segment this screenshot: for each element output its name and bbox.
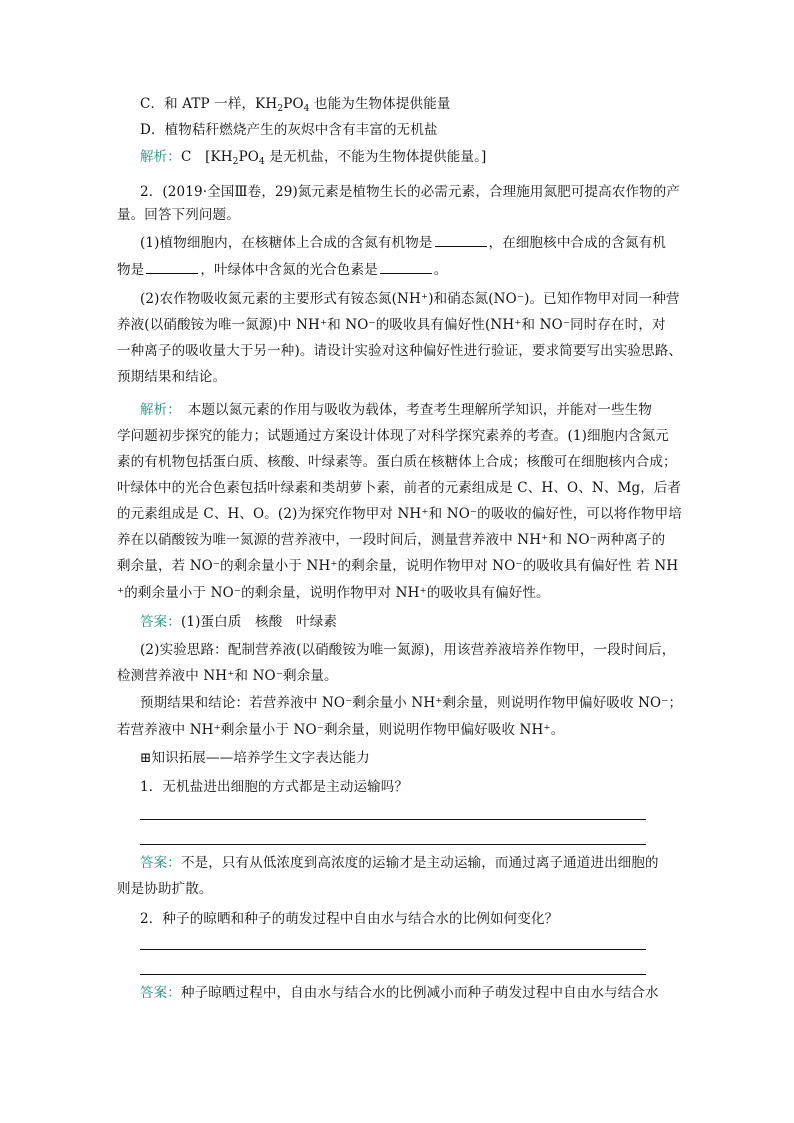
- extension-answer-1-l2: 则是协助扩散。: [117, 881, 213, 897]
- answer-label: 答案：: [140, 855, 181, 871]
- question-2-part-2-l4: 预期结果和结论。: [117, 369, 227, 385]
- answer-blank[interactable]: [435, 232, 487, 247]
- question-2-part-2-l1: (2)农作物吸收氮元素的主要形式有铵态氮(NH⁺)和硝态氮(NO⁻)。已知作物甲对同一种营: [140, 291, 680, 307]
- answer-blank[interactable]: [146, 259, 198, 274]
- answer-label: 答案：: [140, 985, 181, 1001]
- question-2-part-2-l2: 养液(以硝酸铵为唯一氮源)中 NH⁺和 NO⁻的吸收具有偏好性(NH⁺和 NO⁻同时存在时，对: [117, 317, 666, 333]
- answer-line[interactable]: [140, 949, 646, 950]
- question-2-line-2: 量。回答下列问题。: [117, 207, 240, 223]
- answer-line[interactable]: [140, 844, 646, 845]
- analysis-2-l7: 剩余量，若 NO⁻的剩余量小于 NH⁺的剩余量，说明作物甲对 NO⁻的吸收具有偏好性 若 NH: [117, 558, 679, 574]
- analysis-2-l5: 的元素组成是 C、H、O。(2)为探究作物甲对 NH⁺和 NO⁻的吸收的偏好性，可以将作物甲培: [117, 506, 682, 522]
- answer-line[interactable]: [140, 974, 646, 975]
- extension-question-1: 1．无机盐进出细胞的方式都是主动运输吗？: [140, 779, 409, 795]
- analysis-2-l6: 养在以硝酸铵为唯一氮源的营养液中，一段时间后，测量营养液中 NH⁺和 NO⁻两种离子的: [117, 532, 666, 548]
- question-2-line-1: 2．(2019·全国Ⅲ卷，29)氮元素是植物生长的必需元素，合理施用氮肥可提高农作物的产: [140, 184, 681, 200]
- answer-line[interactable]: [140, 819, 646, 820]
- analysis-2-l4: 叶绿体中的光合色素包括叶绿素和类胡萝卜素，前者的元素组成是 C、H、O、N、Mg，后者: [117, 480, 682, 496]
- analysis-label: 解析：: [140, 402, 175, 418]
- answer-2-p3-l2: 若营养液中 NH⁺剩余量小于 NO⁻剩余量，则说明作物甲偏好吸收 NH⁺。: [117, 722, 565, 738]
- extension-question-2: 2．种子的晾晒和种子的萌发过程中自由水与结合水的比例如何变化？: [140, 911, 559, 927]
- answer-2-p2-l2: 检测营养液中 NH⁺和 NO⁻剩余量。: [117, 668, 338, 684]
- analysis-2-l3: 素的有机物包括蛋白质、核酸、叶绿素等。蛋白质在核糖体上合成；核酸可在细胞核内合成；: [117, 454, 677, 470]
- analysis-2-l1: 解析： 本题以氮元素的作用与吸收为载体，考查考生理解所学知识，并能对一些生物: [140, 402, 652, 418]
- answer-2-p3-l1: 预期结果和结论：若营养液中 NO⁻剩余量小 NH⁺剩余量，则说明作物甲偏好吸收 NO⁻；: [140, 695, 683, 711]
- answer-2-p1: 答案：(1)蛋白质 核酸 叶绿素: [140, 614, 338, 630]
- answer-blank[interactable]: [380, 259, 432, 274]
- option-d: D．植物秸秆燃烧产生的灰烬中含有丰富的无机盐: [140, 122, 438, 138]
- question-2-part-1: (1)植物细胞内，在核糖体上合成的含氮有机物是 ，在细胞核中合成的含氮有机: [140, 232, 684, 253]
- analysis-1: 解析：C [$KH_2PO_4$ 是无机盐，不能为生物体提供能量。]: [140, 149, 487, 167]
- question-2-part-2-l3: 一种离子的吸收量大于另一种)。请设计实验对这种偏好性进行验证，要求简要写出实验思路、: [117, 343, 683, 359]
- extension-answer-2-l1: 答案：种子晾晒过程中，自由水与结合水的比例减小而种子萌发过程中自由水与结合水: [140, 985, 659, 1001]
- answer-label: 答案：: [140, 614, 181, 630]
- extension-heading: ⊞知识拓展——培养学生文字表达能力: [140, 750, 370, 766]
- analysis-label: 解析：: [140, 149, 181, 165]
- option-c: C．和 ATP 一样，$KH_2PO_4$ 也能为生物体提供能量: [140, 96, 451, 114]
- analysis-2-l2: 学问题初步探究的能力；试题通过方案设计体现了对科学探究素养的考查。(1)细胞内含氮元: [117, 428, 669, 444]
- answer-2-p2-l1: (2)实验思路：配制营养液(以硝酸铵为唯一氮源)，用该营养液培养作物甲，一段时间后，: [140, 642, 676, 658]
- extension-answer-1-l1: 答案：不是，只有从低浓度到高浓度的运输才是主动运输，而通过离子通道进出细胞的: [140, 855, 659, 871]
- analysis-2-l8: ⁺的剩余量小于 NO⁻的剩余量，说明作物甲对 NH⁺的吸收具有偏好性。: [117, 585, 550, 601]
- question-2-part-1-cont: 物是 ，叶绿体中含氮的光合色素是 。: [117, 259, 684, 280]
